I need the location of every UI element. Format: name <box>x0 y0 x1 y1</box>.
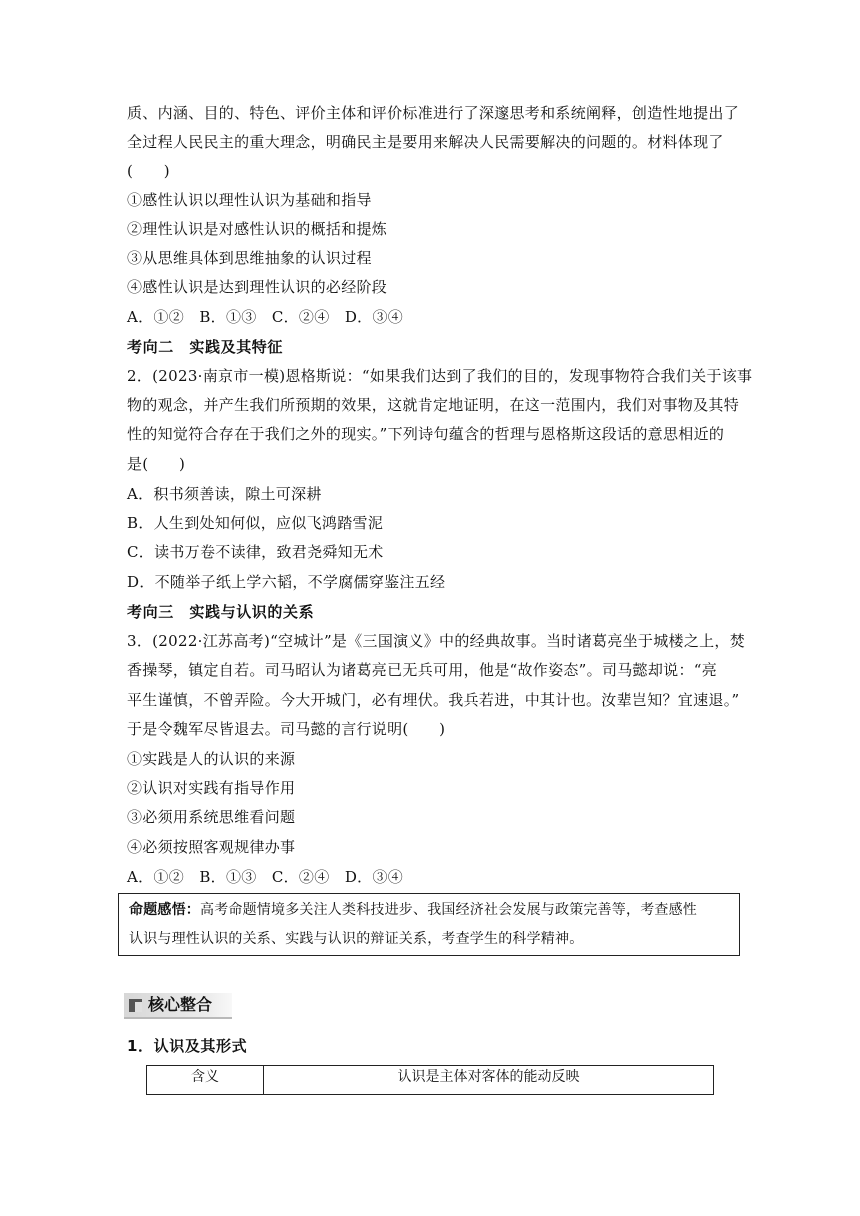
q1-option-4: ④感性认识是达到理性认识的必经阶段 <box>127 278 388 296</box>
section-3-heading: 考向三 实践与认识的关系 <box>127 603 315 621</box>
q3-option-3: ③必须用系统思维看问题 <box>127 808 296 826</box>
insight-line-2: 认识与理性认识的关系、实践与认识的辩证关系，考查学生的科学精神。 <box>129 931 584 947</box>
q1-choices: A．①② B．①③ C．②④ D．③④ <box>127 308 404 326</box>
q1-option-1: ①感性认识以理性认识为基础和指导 <box>127 191 372 209</box>
q1-stem-line-1: 质、内涵、目的、特色、评价主体和评价标准进行了深邃思考和系统阐释，创造性地提出了 <box>127 104 740 122</box>
q3-stem-line-3: 平生谨慎，不曾弄险。今大开城门，必有埋伏。我兵若进，中其计也。汝辈岂知？宜速退。” <box>127 691 740 709</box>
table-key-cell: 含义 <box>147 1066 264 1095</box>
q2-option-b: B．人生到处知何似，应似飞鸿踏雪泥 <box>127 514 384 532</box>
q1-option-3: ③从思维具体到思维抽象的认识过程 <box>127 249 372 267</box>
q2-stem-line-2: 物的观念，并产生我们所预期的效果，这就肯定地证明，在这一范围内，我们对事物及其特 <box>127 396 740 414</box>
q3-stem-line-2: 香操琴，镇定自若。司马昭认为诸葛亮已无兵可用，他是“故作姿态”。司马懿却说：“亮 <box>127 661 718 679</box>
point-1-heading: 1．认识及其形式 <box>127 1037 248 1055</box>
q3-stem-line-4: 于是令魏军尽皆退去。司马懿的言行说明( ) <box>127 720 446 738</box>
q3-stem-line-1: 3．(2022·江苏高考)“空城计”是《三国演义》中的经典故事。当时诸葛亮坐于城楼之上，焚 <box>127 632 746 650</box>
q3-option-4: ④必须按照客观规律办事 <box>127 838 296 856</box>
q2-option-d: D．不随举子纸上学六韬，不学腐儒穿鉴注五经 <box>127 573 446 591</box>
table-row <box>147 1066 714 1095</box>
section-banner <box>124 993 232 1019</box>
q1-option-2: ②理性认识是对感性认识的概括和提炼 <box>127 220 388 238</box>
insight-box <box>118 893 740 956</box>
q3-option-1: ①实践是人的认识的来源 <box>127 750 296 768</box>
q2-option-a: A．积书须善读，隙土可深耕 <box>127 485 322 503</box>
square-bracket-icon <box>129 999 142 1012</box>
insight-text-1: 高考命题情境多关注人类科技进步、我国经济社会发展与政策完善等，考查感性 <box>200 902 697 918</box>
insight-label: 命题感悟： <box>129 902 200 918</box>
q3-option-2: ②认识对实践有指导作用 <box>127 779 296 797</box>
insight-line-1 <box>129 900 697 920</box>
q2-option-c: C．读书万卷不读律，致君尧舜知无术 <box>127 543 384 561</box>
q1-stem-line-2: 全过程人民民主的重大理念，明确民主是要用来解决人民需要解决的问题的。材料体现了 <box>127 133 724 151</box>
section-2-heading: 考向二 实践及其特征 <box>127 338 284 356</box>
q3-choices: A．①② B．①③ C．②④ D．③④ <box>127 868 404 886</box>
q2-stem-line-3: 性的知觉符合存在于我们之外的现实。”下列诗句蕴含的哲理与恩格斯这段话的意思相近的 <box>127 425 725 443</box>
q2-stem-line-4: 是( ) <box>127 455 186 473</box>
q1-answer-paren: ( ) <box>127 162 170 180</box>
q2-stem-line-1: 2．(2023·南京市一模)恩格斯说：“如果我们达到了我们的目的，发现事物符合我们关于该事 <box>127 367 753 385</box>
concept-table <box>146 1065 714 1095</box>
table-value-cell: 认识是主体对客体的能动反映 <box>264 1066 714 1095</box>
banner-title: 核心整合 <box>148 995 213 1014</box>
